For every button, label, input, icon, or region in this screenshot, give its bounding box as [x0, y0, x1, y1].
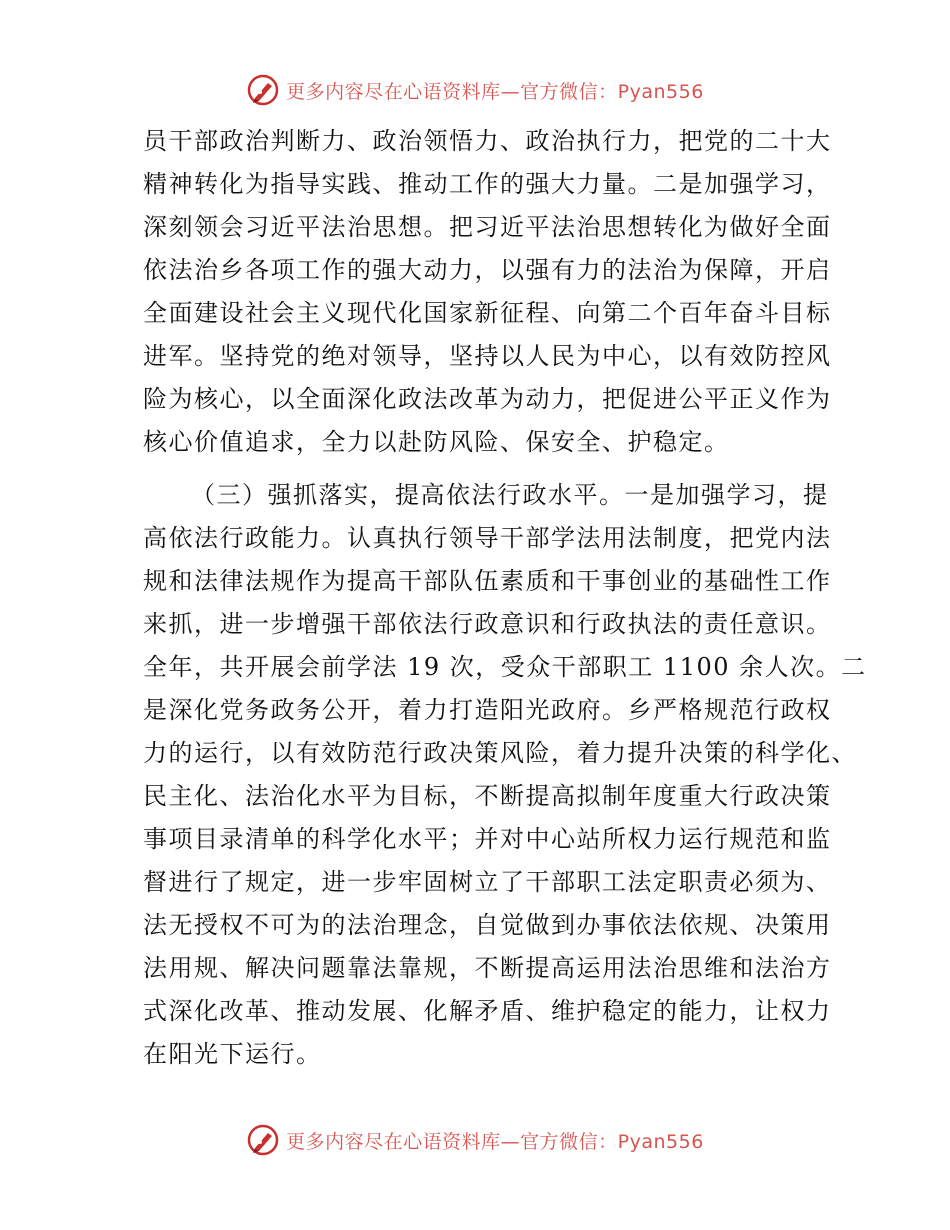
- paragraph-1: [143, 120, 832, 464]
- watermark-text: 更多内容尽在心语资料库—官方微信：Pyan556: [286, 1130, 704, 1153]
- pen-logo-icon: [246, 1123, 280, 1157]
- document-body: [143, 120, 867, 1076]
- pen-logo-icon: [246, 73, 280, 107]
- text-line: 进军。坚持党的绝对领导，坚持以人民为中心，以有效防控风: [143, 342, 832, 370]
- text-line: 险为核心，以全面深化政法改革为动力，把促进公平正义作为: [143, 385, 832, 413]
- text-line: 高依法行政能力。认真执行领导干部学法用法制度，把党内法: [143, 524, 832, 552]
- text-line: 民主化、法治化水平为目标，不断提高拟制年度重大行政决策: [143, 782, 832, 810]
- text-line: 依法治乡各项工作的强大动力，以强有力的法治为保障，开启: [143, 256, 832, 284]
- text-line: 来抓，进一步增强干部依法行政意识和行政执法的责任意识。: [143, 610, 832, 638]
- watermark-header: [0, 70, 950, 110]
- text-line: 法无授权不可为的法治理念，自觉做到办事依法依规、决策用: [143, 911, 832, 939]
- text-line-indented: （三）强抓落实，提高依法行政水平。一是加强学习，提: [191, 481, 829, 509]
- text-line: 精神转化为指导实践、推动工作的强大力量。二是加强学习，: [143, 170, 832, 198]
- text-line: 事项目录清单的科学化水平；并对中心站所权力运行规范和监: [143, 825, 832, 853]
- text-line: 全面建设社会主义现代化国家新征程、向第二个百年奋斗目标: [143, 299, 832, 327]
- text-line: 全年，共开展会前学法 19 次，受众干部职工 1100 余人次。二: [143, 653, 867, 681]
- watermark-text: 更多内容尽在心语资料库—官方微信：Pyan556: [286, 80, 704, 103]
- text-line: 深刻领会习近平法治思想。把习近平法治思想转化为做好全面: [143, 213, 832, 241]
- text-line: 力的运行，以有效防范行政决策风险，着力提升决策的科学化、: [143, 739, 857, 767]
- paragraph-2: [143, 474, 867, 1076]
- text-line: 在阳光下运行。: [143, 1040, 322, 1068]
- text-line: 核心价值追求，全力以赴防风险、保安全、护稳定。: [143, 428, 730, 456]
- text-line: 法用规、解决问题靠法靠规，不断提高运用法治思维和法治方: [143, 954, 832, 982]
- text-line: 督进行了规定，进一步牢固树立了干部职工法定职责必须为、: [143, 868, 832, 896]
- text-line: 是深化党务政务公开，着力打造阳光政府。乡严格规范行政权: [143, 696, 832, 724]
- watermark-footer: [0, 1120, 950, 1160]
- text-line: 式深化改革、推动发展、化解矛盾、维护稳定的能力，让权力: [143, 997, 832, 1025]
- paragraph-spacer: [143, 464, 823, 474]
- text-line: 规和法律法规作为提高干部队伍素质和干事创业的基础性工作: [143, 567, 832, 595]
- text-line: 员干部政治判断力、政治领悟力、政治执行力，把党的二十大: [143, 127, 832, 155]
